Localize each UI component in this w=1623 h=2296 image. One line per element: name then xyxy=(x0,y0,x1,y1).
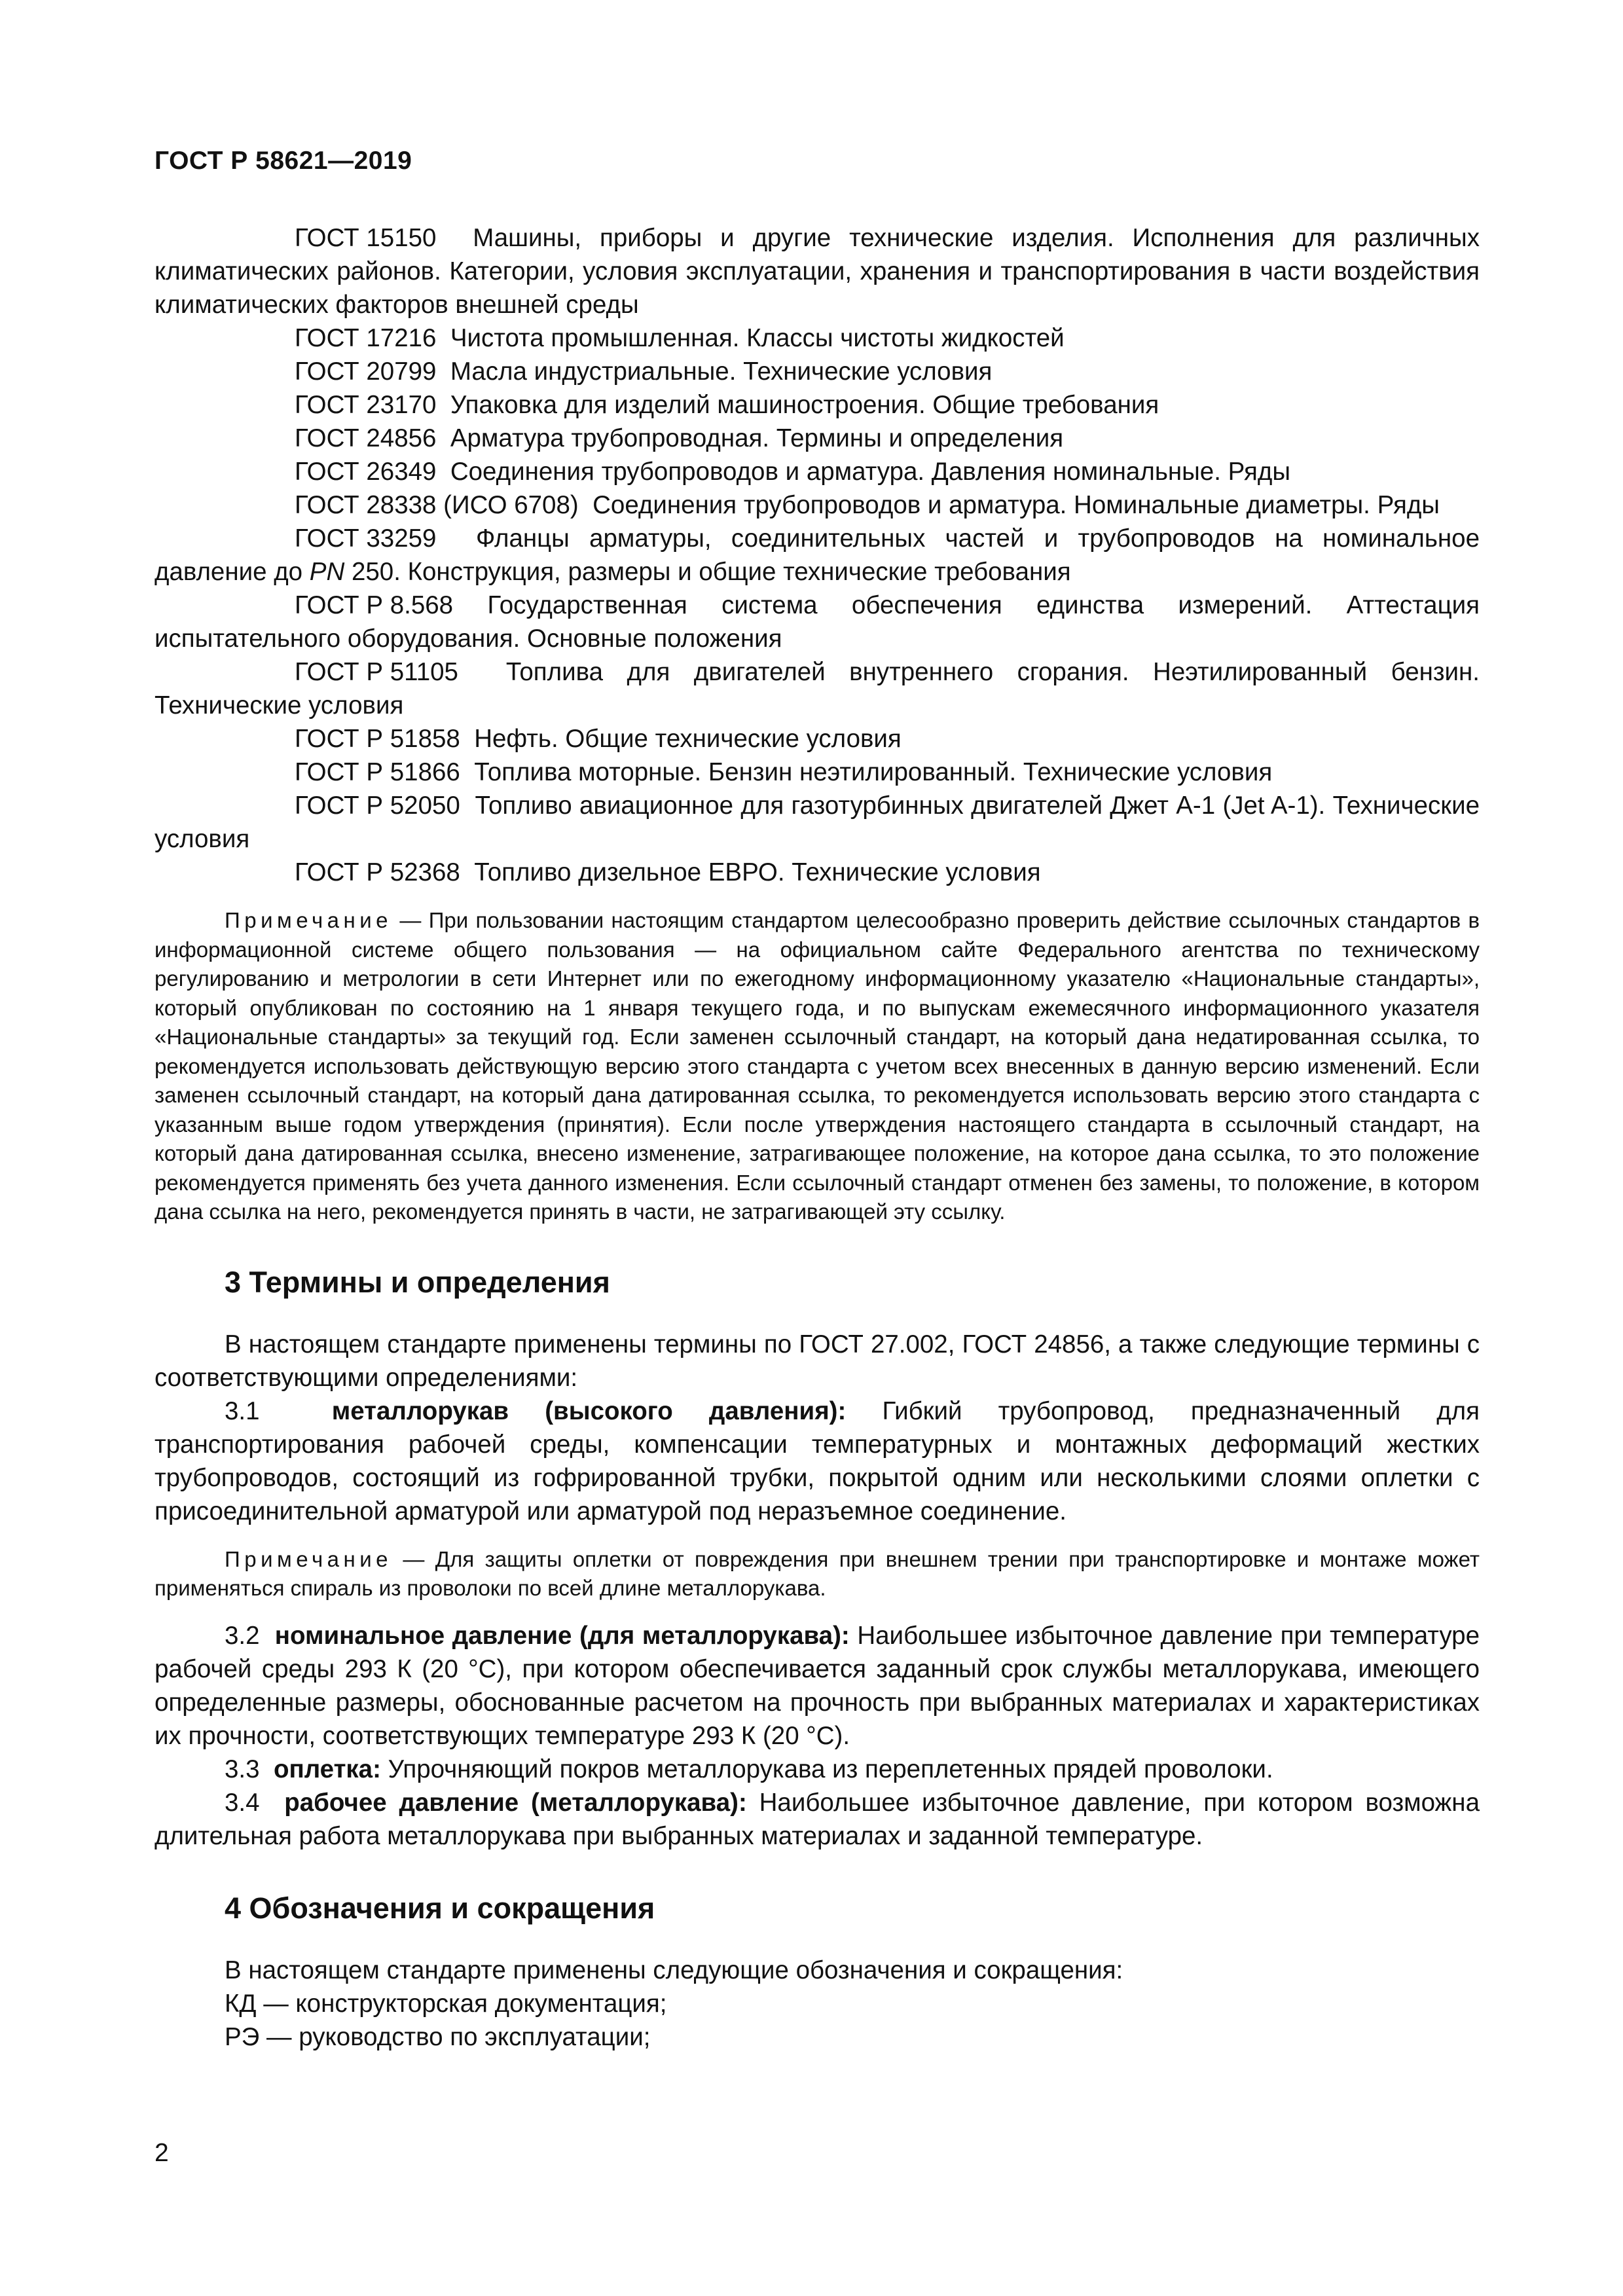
spacer xyxy=(155,1603,1480,1619)
spacer xyxy=(155,1227,1480,1262)
ref-title: Упаковка для изделий машиностроения. Общие требования xyxy=(450,391,1159,419)
ref-item xyxy=(155,655,1480,722)
ref-title-italic: PN xyxy=(309,558,345,586)
ref-item xyxy=(155,321,1480,355)
section-3-heading: 3 Термины и определения xyxy=(225,1265,610,1299)
term-3-1 xyxy=(155,1394,1480,1528)
ref-item xyxy=(155,856,1480,889)
spacer xyxy=(155,1853,1480,1888)
term-3-2 xyxy=(155,1619,1480,1753)
ref-code: ГОСТ 23170 xyxy=(295,391,437,419)
note-term-3-1 xyxy=(155,1545,1480,1603)
spacer xyxy=(155,889,1480,906)
ref-title-cont: 250. Конструкция, размеры и общие технические требования xyxy=(344,558,1071,586)
note-text: — При пользовании настоящим стандартом целесообразно проверить действие ссылочных стандартов в информационной системе общего пользования — на официальном сайте Федерального агентства по техническому регулированию и метрологии в сети Интернет или по ежегодному информационному указателю «Национальные стандарты», который опубликован по состоянию на 1 января текущего года, и по выпускам ежемесячного информационного указателя «Национальные стандарты» за текущий год. Если заменен ссылочный стандарт, на который дана недатированная ссылка, то рекомендуется использовать действующую версию этого стандарта с учетом всех внесенных в данную версию изменений. Если заменен ссылочный стандарт, на который дана датированная ссылка, то рекомендуется использовать версию этого стандарта с указанным выше годом утверждения (принятия). Если после утверждения настоящего стандарта в ссылочный стандарт, на который дана датированная ссылка, внесено изменение, затрагивающее положение, на которое дана ссылка, то это положение рекомендуется применять без учета данного изменения. Если ссылочный стандарт отменен без замены, то положение, в котором дана ссылка на него, рекомендуется принять в части, не затрагивающей эту ссылку. xyxy=(155,908,1480,1224)
ref-code: ГОСТ 33259 xyxy=(295,524,437,553)
term-name: оплетка: xyxy=(273,1755,381,1783)
ref-item xyxy=(155,589,1480,655)
ref-item xyxy=(155,789,1480,856)
ref-title: Топлива для двигателей внутреннего сгорания. Неэтилированный бензин. Технические условия xyxy=(155,658,1480,720)
spacer xyxy=(155,1528,1480,1545)
section-4-intro: В настоящем стандарте применены следующие обозначения и сокращения: xyxy=(225,1956,1123,1984)
term-definition: Гибкий трубопровод, предназначенный для транспортирования рабочей среды, компенсации температурных и монтажных деформаций жестких трубопроводов, состоящий из гофрированной трубки, покрытой одним или несколькими слоями оплетки с присоединительной арматурой или арматурой под неразъемное соединение. xyxy=(155,1396,1480,1525)
ref-code: ГОСТ 17216 xyxy=(295,324,437,352)
term-number: 3.4 xyxy=(225,1788,260,1817)
ref-item xyxy=(155,388,1480,422)
normative-references xyxy=(155,221,1480,889)
ref-title: Топливо авиационное для газотурбинных двигателей Джет А-1 (Jet A-1). Технические условия xyxy=(155,792,1480,853)
ref-code: ГОСТ 15150 xyxy=(295,224,437,252)
note-references xyxy=(155,906,1480,1227)
ref-code: ГОСТ Р 51858 xyxy=(295,725,460,753)
ref-item xyxy=(155,355,1480,388)
ref-code: ГОСТ 26349 xyxy=(295,458,437,486)
section-4-heading: 4 Обозначения и сокращения xyxy=(225,1891,655,1925)
ref-title: Топливо дизельное ЕВРО. Технические условия xyxy=(474,858,1041,886)
term-name: металлорукав (высокого давления): xyxy=(331,1396,847,1425)
ref-title: Арматура трубопроводная. Термины и определения xyxy=(450,424,1064,452)
note-label: Примечание xyxy=(225,1546,393,1571)
page-number: 2 xyxy=(155,2139,169,2167)
ref-item xyxy=(155,455,1480,488)
ref-item xyxy=(155,722,1480,756)
ref-code: ГОСТ Р 51866 xyxy=(295,758,460,786)
spacer xyxy=(155,1303,1480,1328)
term-definition: Упрочняющий покров металлорукава из переплетенных прядей проволоки. xyxy=(388,1755,1273,1783)
term-name: рабочее давление (металлорукава): xyxy=(284,1788,747,1817)
spacer xyxy=(155,1929,1480,1954)
term-3-3 xyxy=(155,1753,1480,1786)
ref-item xyxy=(155,422,1480,455)
ref-code: ГОСТ Р 51105 xyxy=(295,658,458,686)
ref-code: ГОСТ 20799 xyxy=(295,357,437,386)
ref-title: Фланцы арматуры, соединительных частей и трубопроводов на номинальное давление до xyxy=(155,524,1480,586)
abbreviation-item: КД — конструкторская документация; xyxy=(225,1989,667,2018)
note-text: — Для защиты оплетки от повреждения при внешнем трении при транспортировке и монтаже может применяться спираль из проволоки по всей длине металлорукава. xyxy=(155,1546,1480,1600)
abbreviation-item: РЭ — руководство по эксплуатации; xyxy=(225,2022,651,2051)
ref-item xyxy=(155,488,1480,522)
ref-title: Соединения трубопроводов и арматура. Давления номинальные. Ряды xyxy=(450,458,1290,486)
section-3-intro: В настоящем стандарте применены термины по ГОСТ 27.002, ГОСТ 24856, а также следующие термины с соответствующими определениями: xyxy=(155,1330,1480,1392)
term-number: 3.3 xyxy=(225,1755,260,1783)
term-definition: Наибольшее избыточное давление, при котором возможна длительная работа металлорукава при выбранных материалах и заданной температуре. xyxy=(155,1788,1480,1850)
ref-code: ГОСТ 24856 xyxy=(295,424,437,452)
note-label: Примечание xyxy=(225,908,393,932)
term-number: 3.2 xyxy=(225,1621,260,1650)
ref-code: ГОСТ 28338 (ИСО 6708) xyxy=(295,491,579,519)
ref-title: Машины, приборы и другие технические изделия. Исполнения для различных климатических районов. Категории, условия эксплуатации, хранения и транспортирования в части воздействия климатических факторов внешней среды xyxy=(155,224,1480,319)
ref-title: Топлива моторные. Бензин неэтилированный. Технические условия xyxy=(474,758,1273,786)
term-3-4 xyxy=(155,1786,1480,1853)
term-number: 3.1 xyxy=(225,1396,260,1425)
ref-title: Масла индустриальные. Технические условия xyxy=(450,357,993,386)
ref-title: Государственная система обеспечения единства измерений. Аттестация испытательного оборудования. Основные положения xyxy=(155,591,1480,653)
ref-item xyxy=(155,756,1480,789)
ref-code: ГОСТ Р 52050 xyxy=(295,792,460,820)
ref-code: ГОСТ Р 8.568 xyxy=(295,591,454,619)
ref-item xyxy=(155,221,1480,321)
ref-item xyxy=(155,522,1480,589)
term-name: номинальное давление (для металлорукава): xyxy=(274,1621,850,1650)
term-definition: Наибольшее избыточное давление при температуре рабочей среды 293 К (20 °С), при котором обеспечивается заданный срок службы металлорукава, имеющего определенные размеры, обоснованные расчетом на прочность при выбранных материалах и характеристиках их прочности, соответствующих температуре 293 К (20 °С). xyxy=(155,1621,1480,1750)
ref-title: Нефть. Общие технические условия xyxy=(474,725,902,753)
page-header: ГОСТ Р 58621—2019 xyxy=(155,147,412,175)
ref-code: ГОСТ Р 52368 xyxy=(295,858,460,886)
ref-title: Соединения трубопроводов и арматура. Номинальные диаметры. Ряды xyxy=(593,491,1440,519)
page-content xyxy=(155,221,1480,2054)
ref-title: Чистота промышленная. Классы чистоты жидкостей xyxy=(450,324,1065,352)
